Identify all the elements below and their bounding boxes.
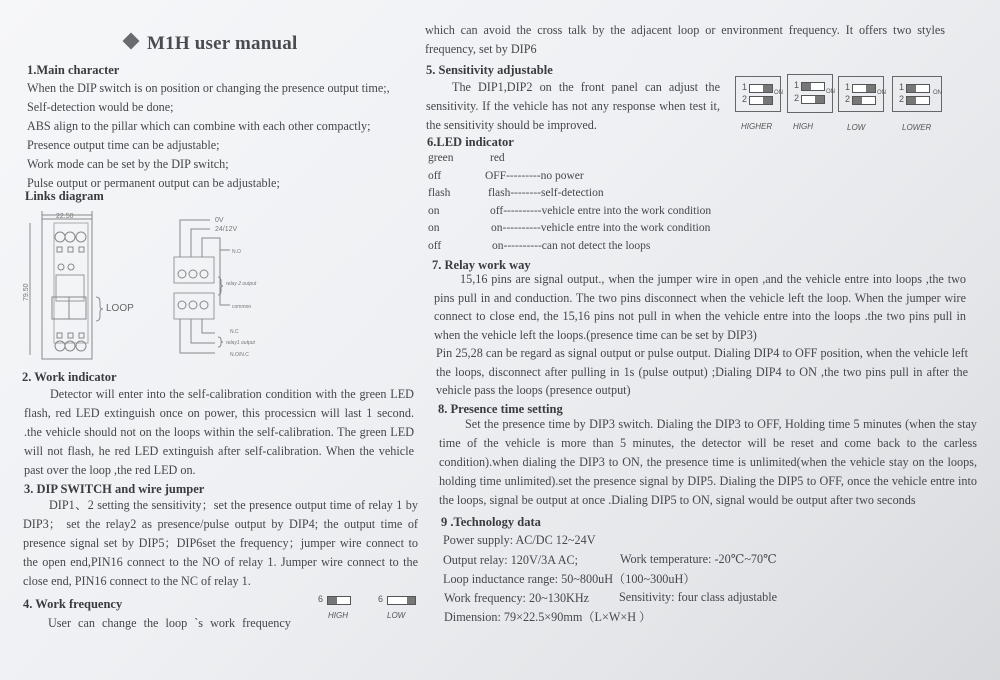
dip-switch-paragraph: DIP1、2 setting the sensitivity；set the presence output time of relay 1 by DIP3； set the relay2 as presence/pulse output by DIP4; the output time of presence signal set by DIP5；DIP6set the frequency；jumper wire connect to the open end,PIN16 connect to the NO of relay 1. Jumper wire connect to the close end, PIN16 connect to the NC of relay 1. [23,498,418,588]
device-front-diagram [20,205,145,365]
work-frequency-paragraph-cont: which can avoid the cross talk by the adjacent loop or environment frequency. It offers two styles frequency, set by DIP6 [425,23,945,56]
sensitivity-switch-diagrams [735,76,1000,136]
led-table [428,150,711,255]
heading-sensitivity: 5. Sensitivity adjustable [426,63,553,77]
label-no: N.O [232,249,241,255]
relay-paragraph-1: 15,16 pins are signal output., when the jumper wire in open ,and the vehicle entre into loops ,the two pins pull in and conduction. The two pins disconnect when the vehicle left the loop. When the jumper wire connect to close end, the 15,16 pins not pull in when the vehicle entre into the loops .the two pins pull in when the vehicle left the loops.(presence time can be set by DIP3) [434,272,966,342]
red-state: on----------can not detect the loops [492,239,651,252]
green-state: on [428,204,440,217]
main-character-list [27,79,390,193]
width-dimension-label: 22.50 [56,213,74,220]
green-state: off [428,239,442,252]
height-dimension-label: 79.50 [23,283,30,301]
level-label: LOW [847,123,866,132]
main-line: ABS align to the pillar which can combine with each other compactly; [27,119,371,133]
col-red: red [490,152,505,164]
presence-paragraph: Set the presence time by DIP3 switch. Dialing the DIP3 to OFF, Holding time 5 minutes (when the stay time of the vehicle is more than 5 minutes, the detector will be reset and come back to the carless condition).when dialing the DIP3 to ON, the presence time is unlimited(when the vehicle stay on the loops, holding time unlimited).set the presence signal by DIP5. Dialing the DIP5 to OFF, once the vehicle entre into the loops, signal be output at once .Dialing DIP5 to ON, signal would be output after two seconds [439,417,977,507]
label-0v: 0V [215,217,224,224]
heading-work-indicator: 2. Work indicator [22,370,117,384]
main-line: When the DIP switch is on position or changing the presence output time;, [27,81,390,95]
main-line: Presence output time can be adjustable; [27,138,220,152]
relay-paragraph-2: Pin 25,28 can be regard as signal output or pulse output. Dialing DIP4 to OFF position, when the vehicle left the loops, disconnect after pulling in 1s (pulse output) ;Dialing DIP4 to ON ,the two pins pull in after the vehicle pass the loops (presence output) [436,346,968,397]
sensitivity-lower: 1 2 ON [892,76,942,112]
label-common: common [232,304,252,310]
heading-dip-switch: 3. DIP SWITCH and wire jumper [24,482,205,496]
tech-power: Power supply: AC/DC 12~24V [443,533,596,547]
col-green: green [428,152,454,164]
label-relay1-output: relay1 output [226,340,255,346]
level-label: HIGHER [741,122,773,131]
led-table-row [428,168,711,186]
level-label: HIGH [793,122,813,131]
page-title [125,33,297,55]
red-state: on----------vehicle entre into the work condition [491,222,711,234]
heading-work-frequency: 4. Work frequency [23,597,123,611]
led-table-header [428,150,711,168]
tech-sensitivity: Sensitivity: four class adjustable [619,590,778,604]
on-label: ON [774,90,783,96]
on-label: ON [933,90,942,96]
label-nc: N.C [230,329,239,335]
work-frequency-paragraph-start: User can change the loop `s work frequency [48,616,291,630]
heading-relay: 7. Relay work way [432,258,531,272]
level-label: LOWER [902,123,932,132]
heading-links-diagram: Links diagram [25,189,104,203]
tech-frequency: Work frequency: 20~130KHz [444,591,590,605]
switch-number: 6 [318,594,324,604]
led-table-row [428,238,711,256]
dip-switch-icon [327,596,351,605]
loop-label: LOOP [106,303,134,314]
green-state: flash [428,187,451,199]
label-relay2-output: relay 2 output [226,281,257,287]
main-line: Pulse output or permanent output can be adjustable; [27,176,280,190]
led-table-row [428,220,711,238]
tech-temperature: Work temperature: -20℃~70℃ [620,552,777,566]
red-state: off----------vehicle entre into the work condition [490,204,712,217]
red-state: flash--------self-detection [488,187,604,199]
wiring-diagram [160,205,280,365]
tech-inductance: Loop inductance range: 50~800uH（100~300uH） [443,572,696,586]
switch-label: HIGH [328,611,348,620]
on-label: ON [826,89,835,95]
title-text: M1H user manual [147,33,298,54]
sensitivity-high: 1 2 ON [787,74,833,113]
led-table-row [428,185,711,203]
sensitivity-higher: 1 2 ON [735,76,781,112]
sensitivity-low: 1 2 ON [838,76,884,112]
green-state: off [428,169,442,182]
main-line: Self-detection would be done; [27,100,174,114]
sensitivity-paragraph: The DIP1,DIP2 on the front panel can adjust the sensitivity. If the vehicle has not any response when test it, the sensitivity should be improved. [426,80,720,132]
dip-switch-icon [387,596,416,605]
red-state: OFF---------no power [485,169,584,182]
work-indicator-paragraph: Detector will enter into the self-calibration condition with the green LED flash, red LED extinguish once on power, this processicn will last 1 second. .the vehicle should not on the loops within the self-calibration. The green LED will not flash, he red LED extinguish after self-calibration. When the vehicle past over the loop ,the red LED on. [24,387,414,477]
on-label: ON [877,90,886,96]
heading-tech: 9 .Technology data [441,515,541,529]
led-table-row [428,203,711,221]
heading-led-indicator: 6.LED indicator [427,135,514,149]
label-no-nc: N.O/N.C [230,352,249,358]
switch-number: 6 [378,594,384,604]
tech-relay: Output relay: 120V/3A AC; [443,553,579,567]
heading-presence: 8. Presence time setting [438,402,563,416]
switch-label: LOW [387,611,406,620]
diamond-icon [123,33,140,50]
label-24-12v: 24/12V [215,226,238,233]
green-state: on [428,222,440,234]
tech-dimension: Dimension: 79×22.5×90mm（L×W×H ） [444,610,652,624]
heading-main-character: 1.Main character [27,63,120,77]
main-line: Work mode can be set by the DIP switch; [27,157,229,171]
